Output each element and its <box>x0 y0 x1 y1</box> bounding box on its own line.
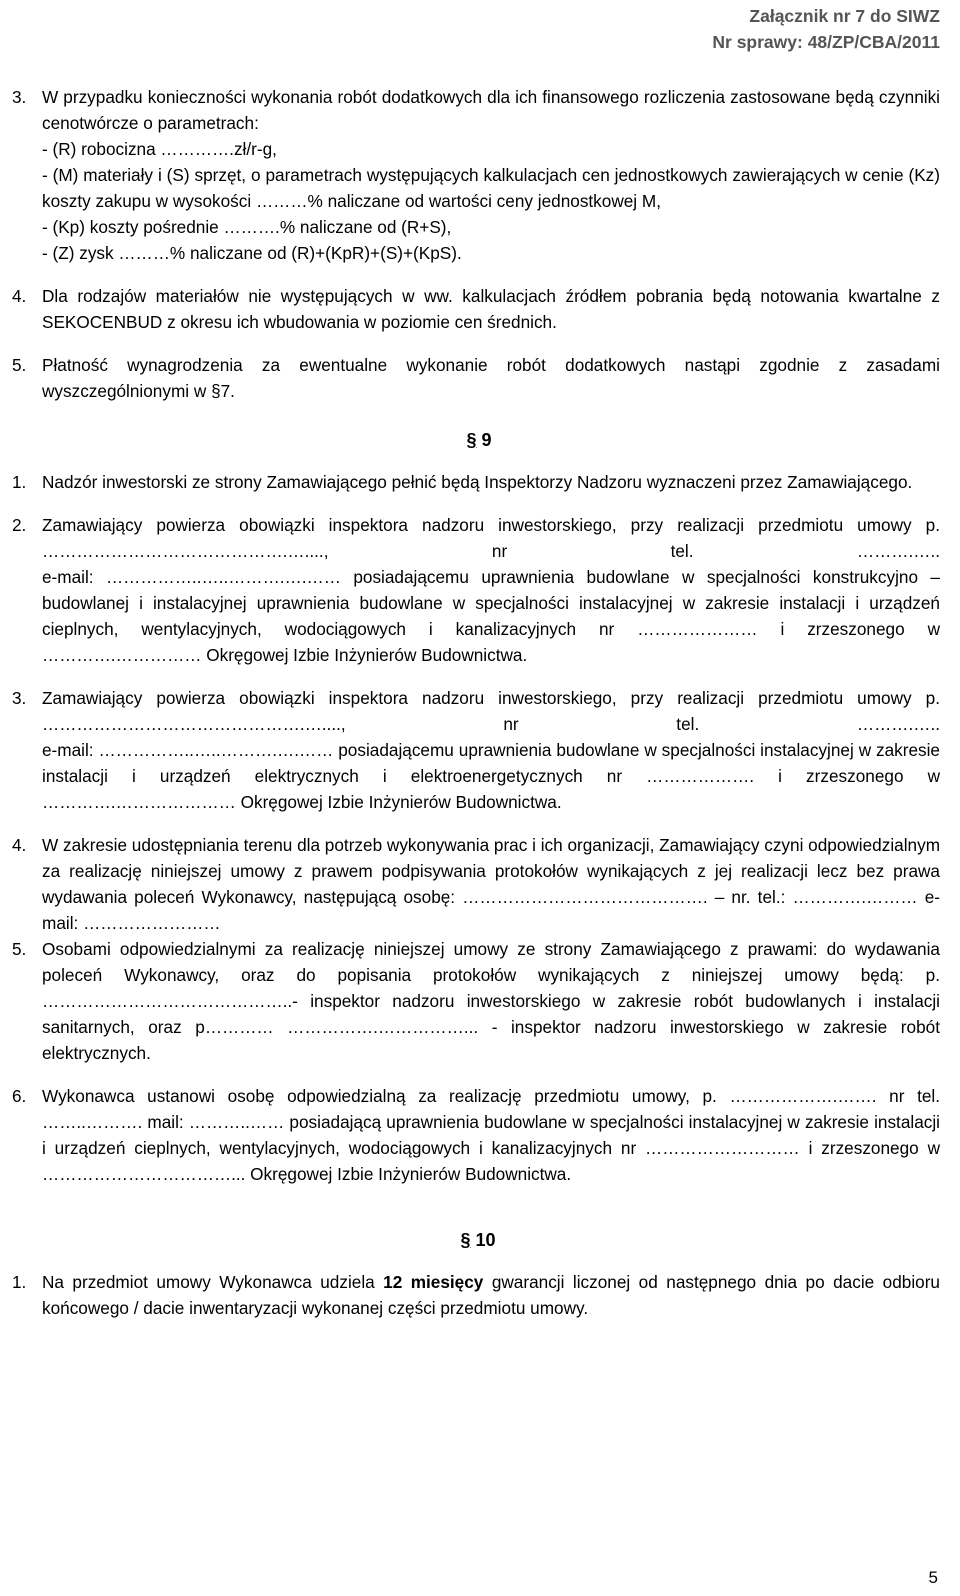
item-intro: W przypadku konieczności wykonania robót dodatkowych dla ich finansowego rozliczenia zastosowane będą czynniki cenotwórcze o parametrach: <box>42 87 940 133</box>
item-text: Płatność wynagrodzenia za ewentualne wykonanie robót dodatkowych nastąpi zgodnie z zasadami wyszczególnionymi w §7. <box>42 355 940 401</box>
document-body <box>12 84 940 1321</box>
paragraph-symbol: § <box>466 430 477 450</box>
section-9-heading <box>12 427 940 453</box>
item-number: 2. <box>12 515 27 535</box>
case-number: Nr sprawy: 48/ZP/CBA/2011 <box>712 32 940 52</box>
text-before: Na przedmiot umowy Wykonawca udziela <box>42 1272 384 1292</box>
section8-item-3 <box>12 84 940 266</box>
section9-item-3 <box>12 685 940 815</box>
section9-item-1 <box>12 469 940 495</box>
item-text: Nadzór inwestorski ze strony Zamawiającego pełnić będą Inspektorzy Nadzoru wyznaczeni przez Zamawiającego. <box>42 472 913 492</box>
item-number: 4. <box>12 286 27 306</box>
item-text-line1: Zamawiający powierza obowiązki inspektora nadzoru inwestorskiego, przy realizacji przedmiotu umowy p. ……………………………………….…...., nr tel. ……….….. <box>42 688 940 734</box>
section9-item-5 <box>12 936 940 1066</box>
text-after: gwarancji liczonej od następnego dnia po dacie odbioru końcowego / dacie inwentaryzacji wykonanej części przedmiotu umowy. <box>42 1272 940 1318</box>
item-text <box>42 1269 940 1321</box>
section-number: 10 <box>475 1230 496 1250</box>
item-text: Dla rodzajów materiałów nie występujących w ww. kalkulacjach źródłem pobrania będą notowania kwartalne z SEKOCENBUD z okresu ich wbudowania w poziomie cen średnich. <box>42 286 940 332</box>
section8-item-4 <box>12 283 940 335</box>
parameter-labour: - (R) robocizna ………….zł/r-g, <box>42 139 277 159</box>
item-text-rest: e-mail: ……………..…..……….….…… posiadającemu uprawnienia budowlane w specjalności instalacyjnej w zakresie instalacji i urządzeń elektrycznych i elektroenergetycznych nr ………………. i zrzeszonego w ………….………………… Okręgowej Izbie Inżynierów Budownictwa. <box>42 740 940 812</box>
section10-item-1 <box>12 1269 940 1321</box>
item-number: 6. <box>12 1086 27 1106</box>
section9-item-4 <box>12 832 940 936</box>
section-number: 9 <box>481 430 492 450</box>
section9-item-6 <box>12 1083 940 1187</box>
section9-item-2 <box>12 512 940 668</box>
section8-item-5 <box>12 352 940 404</box>
item-number: 4. <box>12 835 27 855</box>
parameter-indirect-costs: - (Kp) koszty pośrednie ……….% naliczane od (R+S), <box>42 217 452 237</box>
item-text-line1: Zamawiający powierza obowiązki inspektora nadzoru inwestorskiego, przy realizacji przedmiotu umowy p. …………………………………….…...., nr tel. ……….….. <box>42 515 940 561</box>
item-number: 3. <box>12 688 27 708</box>
item-number: 1. <box>12 1272 27 1292</box>
page-header <box>712 3 940 55</box>
warranty-period: 12 miesięcy <box>383 1272 484 1292</box>
page-number: 5 <box>928 1568 938 1587</box>
item-number: 3. <box>12 87 27 107</box>
item-text-rest: e-mail: ……………..…..……….….…… posiadającemu uprawnienia budowlane w specjalności konstrukcyjno – budowlanej i instalacyjnej uprawnienia budowlane w specjalności instalacyjnej w zakresie instalacji i urządzeń cieplnych, wentylacyjnych, wodociągowych i kanalizacyjnych nr ………………… i zrzeszonego w ………….…………… Okręgowej Izbie Inżynierów Budownictwa. <box>42 567 940 665</box>
item-number: 5. <box>12 355 27 375</box>
paragraph-symbol: § <box>460 1230 471 1250</box>
attachment-label: Załącznik nr 7 do SIWZ <box>749 6 940 26</box>
item-number: 1. <box>12 472 27 492</box>
parameter-profit: - (Z) zysk ………% naliczane od (R)+(KpR)+(S)+(KpS). <box>42 243 462 263</box>
item-text: Wykonawca ustanowi osobę odpowiedzialną za realizację przedmiotu umowy, p. ……………….……. nr tel. ……..………. mail: ………..…… posiadającą uprawnienia budowlane w specjalności instalacyjnej w zakresie instalacji i urządzeń cieplnych, wentylacyjnych, wodociągowych i kanalizacyjnych nr ……………………… i zrzeszonego w ……………………………... Okręgowej Izbie Inżynierów Budownictwa. <box>42 1086 940 1184</box>
item-text: Osobami odpowiedzialnymi za realizację niniejszej umowy ze strony Zamawiającego z prawami: do wydawania poleceń Wykonawcy, oraz do popisania protokołów wynikających z niniejszej umowy będą: p. ……………………………………..- inspektor nadzoru inwestorskiego w zakresie robót budowlanych i instalacji sanitarnych, oraz p………… …………….……………... - inspektor nadzoru inwestorskiego w zakresie robót elektrycznych. <box>42 939 940 1063</box>
item-text: W zakresie udostępniania terenu dla potrzeb wykonywania prac i ich organizacji, Zamawiający czyni odpowiedzialnym za realizację niniejszej umowy z prawem podpisywania protokołów wynikających z jej realizacji lecz bez prawa wydawania poleceń Wykonawcy, następującą osobę: ……………………………………. – nr. tel.: ………….……… e-mail: …………………… <box>42 835 941 933</box>
section-10-heading <box>12 1227 940 1253</box>
parameter-materials: - (M) materiały i (S) sprzęt, o parametrach występujących kalkulacjach cen jednostkowych zawierających w cenie (Kz) koszty zakupu w wysokości ………% naliczane od wartości ceny jednostkowej M, <box>42 165 940 211</box>
item-number: 5. <box>12 939 27 959</box>
